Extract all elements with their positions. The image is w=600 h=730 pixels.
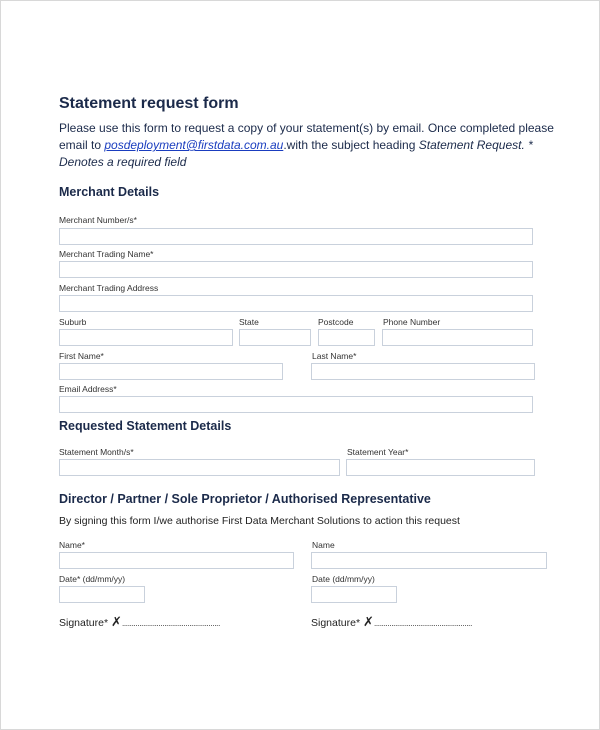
name-label-2: Name <box>312 540 335 550</box>
name-input-1[interactable] <box>59 552 294 569</box>
email-link[interactable]: posdeployment@firstdata.com.au <box>104 138 284 152</box>
signature-field-1[interactable] <box>59 614 220 630</box>
director-heading: Director / Partner / Sole Proprietor / Authorised Representative <box>59 492 431 506</box>
intro-text-part1: Please use this form to request a copy of your statement(s) by email. Once completed please email to <box>59 121 554 152</box>
phone-number-input[interactable] <box>382 329 533 346</box>
email-address-label: Email Address* <box>59 384 117 394</box>
date-input-1[interactable] <box>59 586 145 603</box>
state-input[interactable] <box>239 329 311 346</box>
postcode-input[interactable] <box>318 329 375 346</box>
date-label-1: Date* (dd/mm/yy) <box>59 574 126 584</box>
merchant-trading-name-input[interactable] <box>59 261 533 278</box>
email-address-input[interactable] <box>59 396 533 413</box>
intro-text <box>59 120 559 171</box>
last-name-label: Last Name* <box>312 351 357 361</box>
last-name-input[interactable] <box>311 363 535 380</box>
signature-line-1: ................................................... <box>121 619 221 628</box>
signature-label-2: Signature* <box>311 617 361 629</box>
suburb-label: Suburb <box>59 317 87 327</box>
statement-month-label: Statement Month/s* <box>59 447 134 457</box>
merchant-trading-address-label: Merchant Trading Address <box>59 283 159 293</box>
signature-line-2: ................................................... <box>373 619 473 628</box>
merchant-details-heading: Merchant Details <box>59 185 160 199</box>
required-note: * Denotes a required field <box>59 138 533 169</box>
statement-month-input[interactable] <box>59 459 340 476</box>
subject-heading: Statement Request. <box>418 138 525 152</box>
statement-year-input[interactable] <box>346 459 535 476</box>
first-name-label: First Name* <box>59 351 104 361</box>
date-input-2[interactable] <box>311 586 397 603</box>
postcode-label: Postcode <box>318 317 354 327</box>
merchant-number-input[interactable] <box>59 228 533 245</box>
phone-number-label: Phone Number <box>383 317 441 327</box>
signature-mark-icon: ✗ <box>363 614 374 629</box>
merchant-number-label: Merchant Number/s* <box>59 215 137 225</box>
signature-mark-icon: ✗ <box>111 614 122 629</box>
state-label: State <box>239 317 259 327</box>
merchant-trading-name-label: Merchant Trading Name* <box>59 249 154 259</box>
intro-text-part2: .with the subject heading <box>283 138 419 152</box>
statement-details-heading: Requested Statement Details <box>59 419 232 433</box>
date-label-2: Date (dd/mm/yy) <box>312 574 375 584</box>
name-input-2[interactable] <box>311 552 547 569</box>
authorisation-text: By signing this form I/we authorise First Data Merchant Solutions to action this request <box>59 515 460 527</box>
signature-label-1: Signature* <box>59 617 109 629</box>
signature-field-2[interactable] <box>311 614 472 630</box>
merchant-trading-address-input[interactable] <box>59 295 533 312</box>
suburb-input[interactable] <box>59 329 233 346</box>
first-name-input[interactable] <box>59 363 283 380</box>
name-label-1: Name* <box>59 540 85 550</box>
statement-year-label: Statement Year* <box>347 447 409 457</box>
form-title: Statement request form <box>59 95 239 112</box>
